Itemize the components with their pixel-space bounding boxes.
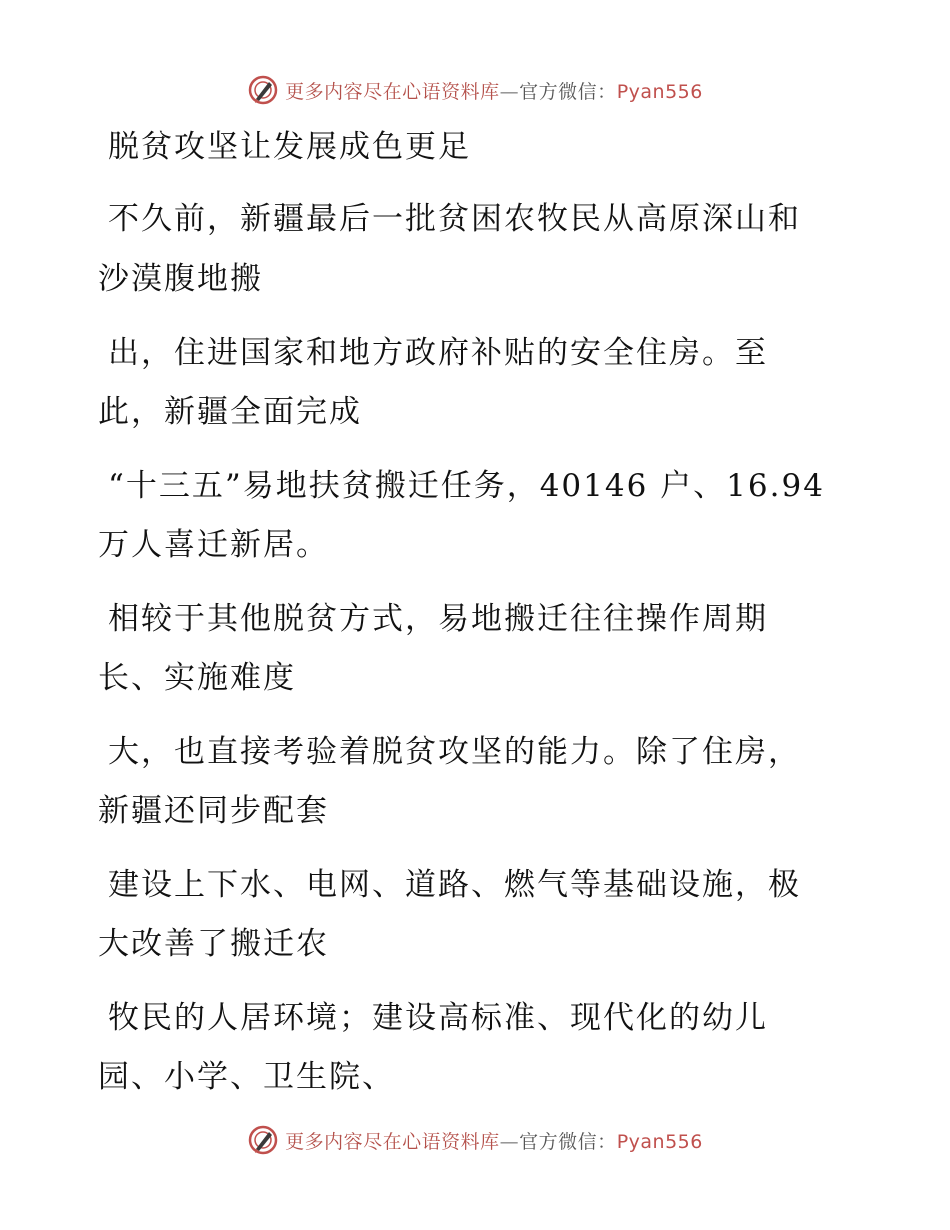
paragraph-line: 建设上下水、电网、道路、燃气等基础设施，极 <box>108 867 801 903</box>
footer-banner <box>0 1120 950 1160</box>
banner-text <box>285 77 703 104</box>
banner-wechat-id: Pyan556 <box>616 1130 703 1153</box>
pen-logo-icon <box>247 74 279 106</box>
paragraph-line: 牧民的人居环境；建设高标准、现代化的幼儿 <box>108 1000 768 1036</box>
pen-logo-icon <box>247 1124 279 1156</box>
paragraph-line: 此，新疆全面完成 <box>98 394 362 430</box>
banner-site: 更多内容尽在心语资料库 <box>285 80 500 103</box>
paragraph-line: 长、实施难度 <box>98 660 296 696</box>
banner-dash: — <box>499 1130 520 1153</box>
paragraph-line: 沙漠腹地搬 <box>98 261 263 297</box>
banner-wechat-label: 官方微信： <box>519 1130 617 1153</box>
paragraph-line: “十三五”易地扶贫搬迁任务，40146 户、16.94 <box>108 468 825 504</box>
banner-wechat-id: Pyan556 <box>616 80 703 103</box>
paragraph-line: 新疆还同步配套 <box>98 793 329 829</box>
document-title: 脱贫攻坚让发展成色更足 <box>108 129 471 165</box>
banner-wechat-label: 官方微信： <box>519 80 617 103</box>
header-banner <box>0 70 950 110</box>
banner-dash: — <box>499 80 520 103</box>
banner-text <box>285 1127 703 1154</box>
paragraph-line: 万人喜迁新居。 <box>98 527 329 563</box>
paragraph-line: 园、小学、卫生院、 <box>98 1059 395 1095</box>
paragraph-line: 不久前，新疆最后一批贫困农牧民从高原深山和 <box>108 201 801 237</box>
paragraph-line: 大改善了搬迁农 <box>98 926 329 962</box>
paragraph-line: 大，也直接考验着脱贫攻坚的能力。除了住房， <box>108 734 801 770</box>
paragraph-line: 出，住进国家和地方政府补贴的安全住房。至 <box>108 335 768 371</box>
banner-site: 更多内容尽在心语资料库 <box>285 1130 500 1153</box>
paragraph-line: 相较于其他脱贫方式，易地搬迁往往操作周期 <box>108 601 768 637</box>
